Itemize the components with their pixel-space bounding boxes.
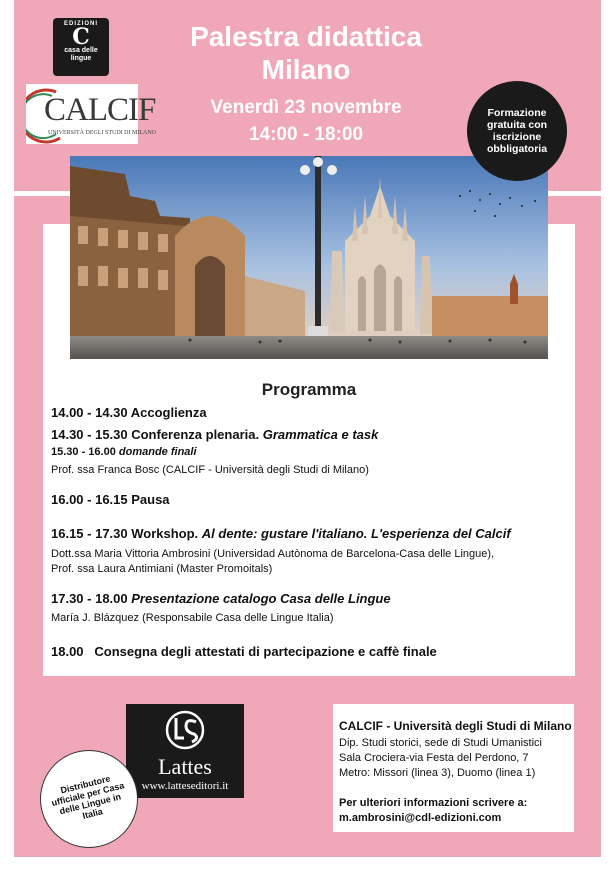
logo-name-line2: lingue [70, 55, 92, 62]
catalogue-time: 17.30 - 18.00 [51, 591, 128, 606]
badge-text: Formazione gratuita con iscrizione obbligatoria [486, 107, 548, 155]
venue-info-box [333, 704, 574, 832]
event-title-line1: Palestra didattica [190, 21, 422, 52]
venue-room: Sala Crociera-via Festa del Perdono, 7 [339, 752, 529, 764]
speaker-blazquez: María J. Blázquez (Responsabile Casa delle Lingue Italia) [51, 612, 334, 624]
lattes-wordmark: Lattes [158, 754, 212, 779]
program-item-welcome: 14.00 - 14.30 Accoglienza [51, 405, 207, 420]
plenary-topic: Grammatica e task [262, 427, 379, 442]
venue-name: CALCIF - Università degli Studi di Milano [339, 719, 572, 733]
speaker-bosc: Prof. ssa Franca Bosc (CALCIF - Università degli Studi di Milano) [51, 464, 369, 476]
calcif-subtitle: UNIVERSITÀ DEGLI STUDI DI MILANO [48, 130, 156, 136]
speaker-ambrosini: Dott.ssa Maria Vittoria Ambrosini (Universidad Autònoma de Barcelona-Casa delle Lingue), [51, 548, 495, 560]
calcif-wordmark: CALCIF [44, 92, 156, 128]
workshop-time: 16.15 - 17.30 Workshop. [51, 526, 199, 541]
casa-delle-lingue-logo [53, 18, 109, 76]
workshop-topic: Al dente: gustare l'italiano. L'esperienza del Calcif [201, 526, 511, 541]
program-item-break: 16.00 - 16.15 Pausa [51, 492, 170, 507]
speaker-antimiani: Prof. ssa Laura Antimiani (Master Promoitals) [51, 563, 273, 575]
event-time: 14:00 - 18:00 [248, 124, 364, 145]
program-item-workshop [51, 526, 511, 541]
official-distributor-badge [40, 750, 138, 848]
lattes-emblem-icon [126, 704, 244, 754]
questions-label: domande finali [118, 446, 197, 458]
logo-name-line1: casa delle [64, 47, 98, 54]
lattes-website[interactable]: www.latteseditori.it [141, 780, 229, 792]
program-item-closing: 18.00 Consegna degli attestati di partecipazione e caffè finale [51, 644, 437, 659]
event-date: Venerdì 23 novembre [210, 97, 402, 118]
contact-prompt: Per ulteriori informazioni scrivere a: [339, 797, 528, 809]
milan-duomo-photo [70, 156, 548, 359]
lattes-logo [126, 704, 244, 798]
plenary-time: 14.30 - 15.30 Conferenza plenaria. [51, 427, 260, 442]
distributor-text: Distributore ufficiale per Casa delle Lingue in Italia [50, 773, 126, 821]
program-heading: Programma [261, 380, 357, 399]
logo-edizioni-text: EDIZIONI [63, 21, 98, 27]
questions-time: 15.30 - 16.00 [51, 446, 116, 458]
calcif-logo [26, 84, 156, 144]
program-item-questions [51, 446, 197, 458]
venue-metro: Metro: Missori (linea 3), Duomo (linea 1) [339, 767, 536, 779]
contact-email[interactable]: m.ambrosini@cdl-edizioni.com [339, 812, 502, 824]
catalogue-topic: Presentazione catalogo Casa delle Lingue [131, 591, 391, 606]
event-title-line2: Milano [261, 54, 351, 85]
free-training-badge [467, 81, 567, 181]
venue-department: Dip. Studi storici, sede di Studi Umanistici [339, 737, 542, 749]
program-item-catalogue [51, 591, 391, 606]
logo-letter: C [72, 24, 90, 50]
program-item-plenary [51, 427, 378, 442]
